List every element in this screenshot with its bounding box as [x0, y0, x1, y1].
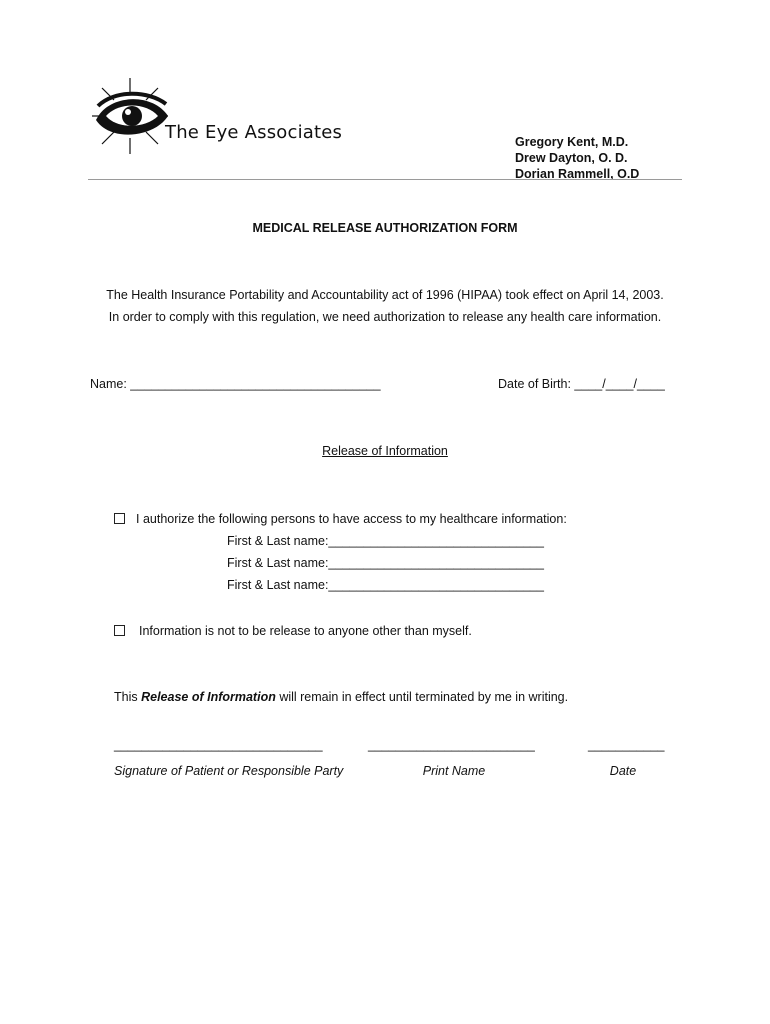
effect-statement	[114, 690, 568, 704]
intro-line-2: In order to comply with this regulation, we need authorization to release any health care information.	[108, 310, 662, 324]
authorize-persons-label: I authorize the following persons to have access to my healthcare information:	[136, 512, 567, 526]
section-heading: Release of Information	[322, 444, 448, 458]
effect-suffix: will remain in effect until terminated by me in writing.	[275, 690, 569, 704]
doctor-name: Gregory Kent, M.D.	[515, 135, 629, 149]
date-line[interactable]: ___________	[588, 738, 665, 752]
person-name-field[interactable]: First & Last name:_______________________________	[227, 534, 544, 548]
logo-text: The Eye Associates	[165, 122, 343, 143]
no-release-checkbox[interactable]	[114, 625, 125, 636]
doctor-name: Drew Dayton, O. D.	[515, 151, 628, 165]
authorize-persons-checkbox[interactable]	[114, 513, 125, 524]
date-of-birth-field[interactable]: Date of Birth: ____/____/____	[498, 377, 665, 391]
date-label: Date	[609, 764, 637, 778]
intro-line-1: The Health Insurance Portability and Accountability act of 1996 (HIPAA) took effect on April 14, 2003.	[106, 288, 664, 302]
person-name-field[interactable]: First & Last name:_______________________________	[227, 578, 544, 592]
print-name-label: Print Name	[422, 764, 486, 778]
person-name-field[interactable]: First & Last name:_______________________________	[227, 556, 544, 570]
effect-prefix: This	[114, 690, 142, 704]
signature-line[interactable]: ______________________________	[114, 738, 323, 752]
print-name-line[interactable]: ________________________	[368, 738, 535, 752]
effect-bold: Release of Information	[141, 690, 276, 704]
no-release-label: Information is not to be release to anyone other than myself.	[139, 624, 472, 638]
doctors-list	[515, 134, 639, 182]
form-title: MEDICAL RELEASE AUTHORIZATION FORM	[252, 221, 518, 235]
name-field[interactable]: Name: ____________________________________	[90, 377, 381, 391]
header-divider	[88, 179, 682, 180]
signature-label: Signature of Patient or Responsible Party	[114, 764, 344, 778]
doctor-name: Dorian Rammell, O.D	[515, 167, 640, 181]
eye-logo-icon	[88, 76, 172, 156]
